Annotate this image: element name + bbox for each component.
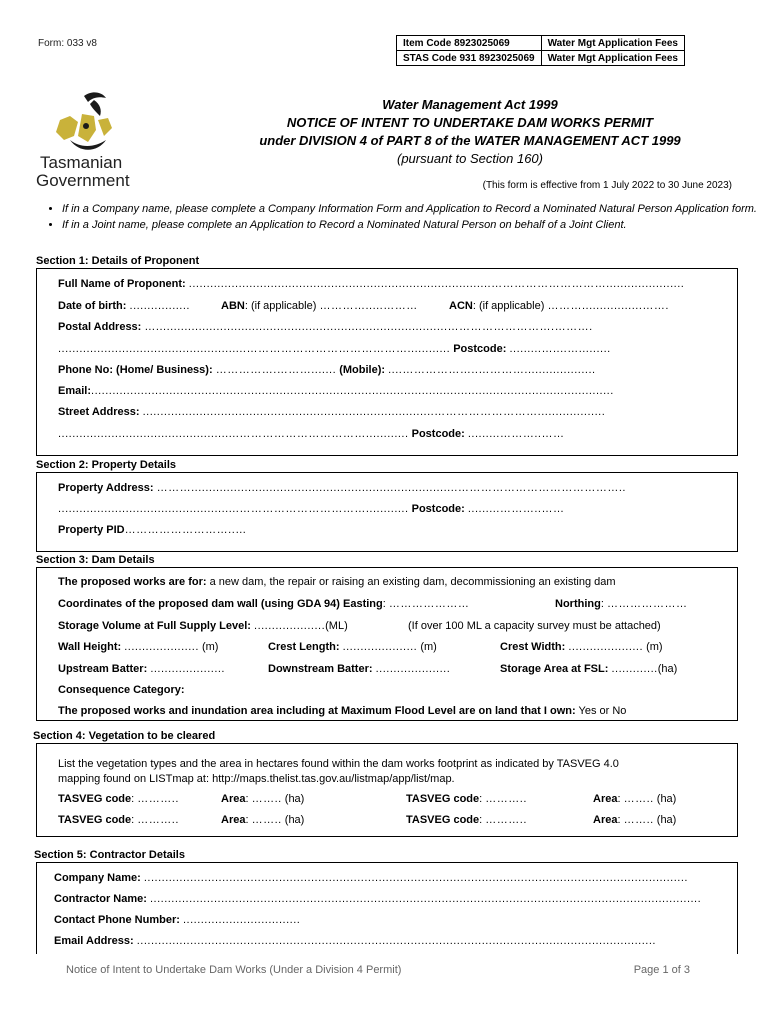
stas-code-desc: Water Mgt Application Fees (541, 51, 684, 66)
vegetation-intro-line2: mapping found on LISTmap at: http://maps.thelist.tas.gov.au/listmap/app/list/map. (58, 773, 455, 785)
wall-height-field[interactable]: Wall Height: ..................... (m) (58, 641, 219, 653)
logo-text-line2: Government (36, 171, 130, 190)
page-number: Page 1 of 3 (633, 964, 690, 976)
contractor-name-field[interactable]: Contractor Name: ........................................................................................................................................................... (54, 893, 702, 905)
section-4-heading: Section 4: Vegetation to be cleared (33, 730, 216, 742)
area-label: Area (593, 814, 618, 826)
effective-date: (This form is effective from 1 July 2022 to 30 June 2023) (482, 180, 732, 191)
street-address-field[interactable]: Street Address: ..................................................................................………………………................... (58, 406, 606, 418)
works-type-options: a new dam, the repair or raising an existing dam, decommissioning an existing dam (206, 576, 616, 588)
dob-field[interactable]: Date of birth: ................. (58, 300, 190, 312)
logo-text-line1: Tasmanian (40, 153, 123, 172)
full-name-label: Full Name of Proponent: (58, 278, 186, 290)
section-5-heading: Section 5: Contractor Details (34, 849, 185, 861)
acn-field[interactable]: ACN: (if applicable) ……….................……. (449, 300, 669, 312)
footer-title: Notice of Intent to Undertake Dam Works (Under a Division 4 Permit) (66, 964, 402, 976)
upstream-batter-label: Upstream Batter: (58, 663, 148, 675)
contact-phone-field[interactable]: Contact Phone Number: ................................. (54, 914, 301, 926)
dob-label: Date of birth: (58, 300, 127, 312)
crest-width-label: Crest Width: (500, 641, 566, 653)
postcode-label: Postcode: (453, 343, 507, 355)
acn-note: : (if applicable) (472, 300, 545, 312)
land-ownership-options: Yes or No (575, 705, 627, 717)
form-title (200, 96, 740, 168)
full-name-field[interactable]: Full Name of Proponent: .....................................................................................…………………………...................... (58, 278, 685, 290)
northing-label: Northing (555, 598, 601, 610)
tasveg-code-field-3[interactable]: TASVEG code: ……….. (58, 814, 179, 826)
tasmanian-government-logo (36, 90, 156, 200)
postal-address-label: Postal Address: (58, 321, 142, 333)
abn-label: ABN (221, 300, 245, 312)
crest-length-label: Crest Length: (268, 641, 340, 653)
property-address-label: Property Address: (58, 482, 154, 494)
area-field-2[interactable]: Area: …….. (ha) (593, 793, 677, 805)
item-code: Item Code 8923025069 (397, 36, 542, 51)
crest-width-unit: (m) (646, 641, 663, 653)
fee-codes-table (396, 35, 685, 66)
list-item: • If in a Company name, please complete a Company Information Form and Application to Record a Nominated Natural Person Application form. (62, 202, 762, 216)
abn-note: : (if applicable) (244, 300, 317, 312)
area-field-4[interactable]: Area: …….. (ha) (593, 814, 677, 826)
area-field-3[interactable]: Area: …….. (ha) (221, 814, 305, 826)
table-row (397, 51, 685, 66)
area-unit: (ha) (284, 793, 305, 805)
area-unit: (ha) (656, 814, 677, 826)
email-field[interactable]: Email:................................................................................................................................................... (58, 385, 614, 397)
property-address-line2[interactable]: ...................................................……………………………............ Postcode: .........………..…… (58, 503, 565, 515)
storage-note: (If over 100 ML a capacity survey must be attached) (408, 620, 661, 632)
works-type-label: The proposed works are for: (58, 576, 207, 588)
table-row (397, 36, 685, 51)
stas-code: STAS Code 931 8923025069 (397, 51, 542, 66)
crest-length-field[interactable]: Crest Length: ..................... (m) (268, 641, 437, 653)
area-field-1[interactable]: Area: …….. (ha) (221, 793, 305, 805)
act-name: Water Management Act 1999 (382, 97, 558, 112)
property-pid-field[interactable]: Property PID………………………..… (58, 524, 247, 536)
phone-label: Phone No: (Home/ Business): (58, 364, 213, 376)
tasveg-label: TASVEG code (58, 793, 132, 805)
section-2-heading: Section 2: Property Details (36, 459, 176, 471)
storage-area-label: Storage Area at FSL: (500, 663, 609, 675)
street-address-label: Street Address: (58, 406, 140, 418)
section-3-heading: Section 3: Dam Details (36, 554, 155, 566)
street-address-line2[interactable]: ...................................................……………………………............ Postcode: .........………..…… (58, 428, 565, 440)
storage-unit: (ML) (325, 620, 348, 632)
works-type-field[interactable] (58, 576, 616, 588)
postcode-label-2: Postcode: (411, 428, 465, 440)
abn-field[interactable]: ABN: (if applicable) ………….....……… (221, 300, 418, 312)
area-unit: (ha) (284, 814, 305, 826)
postal-address-line2[interactable]: .....................................................……………………………………............ Postcode: .........…....…......... (58, 343, 611, 355)
area-unit: (ha) (656, 793, 677, 805)
division-title: under DIVISION 4 of PART 8 of the WATER MANAGEMENT ACT 1999 (259, 133, 681, 148)
tasveg-label: TASVEG code (58, 814, 132, 826)
northing-field[interactable]: Northing: ………………… (555, 598, 688, 610)
section-reference: (pursuant to Section 160) (397, 151, 543, 166)
property-pid-label: Property PID (58, 524, 125, 536)
company-name-field[interactable]: Company Name: ......................................................................................................................................................... (54, 872, 688, 884)
postal-address-field[interactable]: Postal Address: …..................................................................................……………………….………. (58, 321, 593, 333)
consequence-category-field[interactable] (58, 684, 185, 696)
area-label: Area (221, 793, 246, 805)
storage-volume-field[interactable]: Storage Volume at Full Supply Level: ....................(ML) (58, 620, 348, 632)
storage-area-field[interactable]: Storage Area at FSL: .............(ha) (500, 663, 678, 675)
property-address-field[interactable]: Property Address: ………...........................................................................…………………………………….. (58, 482, 626, 494)
mobile-label: (Mobile): (339, 364, 386, 376)
storage-volume-label: Storage Volume at Full Supply Level: (58, 620, 251, 632)
coordinates-label: Coordinates of the proposed dam wall (using GDA 94) Easting (58, 598, 383, 610)
email-address-field[interactable]: Email Address: .................................................................................................................................................. (54, 935, 656, 947)
area-label: Area (593, 793, 618, 805)
item-code-desc: Water Mgt Application Fees (541, 36, 684, 51)
land-ownership-field[interactable] (58, 705, 626, 717)
upstream-batter-field[interactable]: Upstream Batter: ..................... (58, 663, 225, 675)
acn-label: ACN (449, 300, 473, 312)
area-label: Area (221, 814, 246, 826)
property-postcode-label: Postcode: (411, 503, 465, 515)
notice-title: NOTICE OF INTENT TO UNDERTAKE DAM WORKS PERMIT (286, 115, 654, 130)
crest-width-field[interactable]: Crest Width: ..................... (m) (500, 641, 663, 653)
contractor-name-label: Contractor Name: (54, 893, 147, 905)
wall-height-label: Wall Height: (58, 641, 122, 653)
wall-height-unit: (m) (201, 641, 219, 653)
tasveg-label: TASVEG code (406, 814, 480, 826)
tasveg-code-field-4[interactable]: TASVEG code: ……….. (406, 814, 527, 826)
easting-field[interactable]: Coordinates of the proposed dam wall (using GDA 94) Easting: ………………… (58, 598, 470, 610)
section-1-heading: Section 1: Details of Proponent (36, 255, 200, 267)
tasveg-code-field-2[interactable]: TASVEG code: ……….. (406, 793, 527, 805)
tasveg-code-field-1[interactable]: TASVEG code: ……….. (58, 793, 179, 805)
form-number: Form: 033 v8 (38, 38, 97, 49)
land-ownership-label: The proposed works and inundation area including at Maximum Flood Level are on land that I own: (58, 705, 576, 717)
email-label: Email: (58, 385, 92, 397)
downstream-batter-field[interactable]: Downstream Batter: ..................... (268, 663, 451, 675)
storage-area-unit: (ha) (657, 663, 678, 675)
crest-length-unit: (m) (420, 641, 437, 653)
vegetation-intro-line1: List the vegetation types and the area in hectares found within the dam works footprint as indicated by TASVEG 4.0 (58, 758, 619, 770)
list-item: • If in a Joint name, please complete an Application to Record a Nominated Natural Person on behalf of a Joint Client. (62, 218, 762, 232)
tasmanian-tiger-icon (36, 90, 156, 160)
contact-phone-label: Contact Phone Number: (54, 914, 180, 926)
instruction-list (40, 202, 762, 234)
company-name-label: Company Name: (54, 872, 141, 884)
consequence-category-label: Consequence Category: (58, 684, 185, 696)
downstream-batter-label: Downstream Batter: (268, 663, 373, 675)
tasveg-label: TASVEG code (406, 793, 480, 805)
email-address-label: Email Address: (54, 935, 134, 947)
phone-field[interactable]: Phone No: (Home/ Business): …………….………....... (Mobile): ....………………..………….................... (58, 364, 596, 376)
